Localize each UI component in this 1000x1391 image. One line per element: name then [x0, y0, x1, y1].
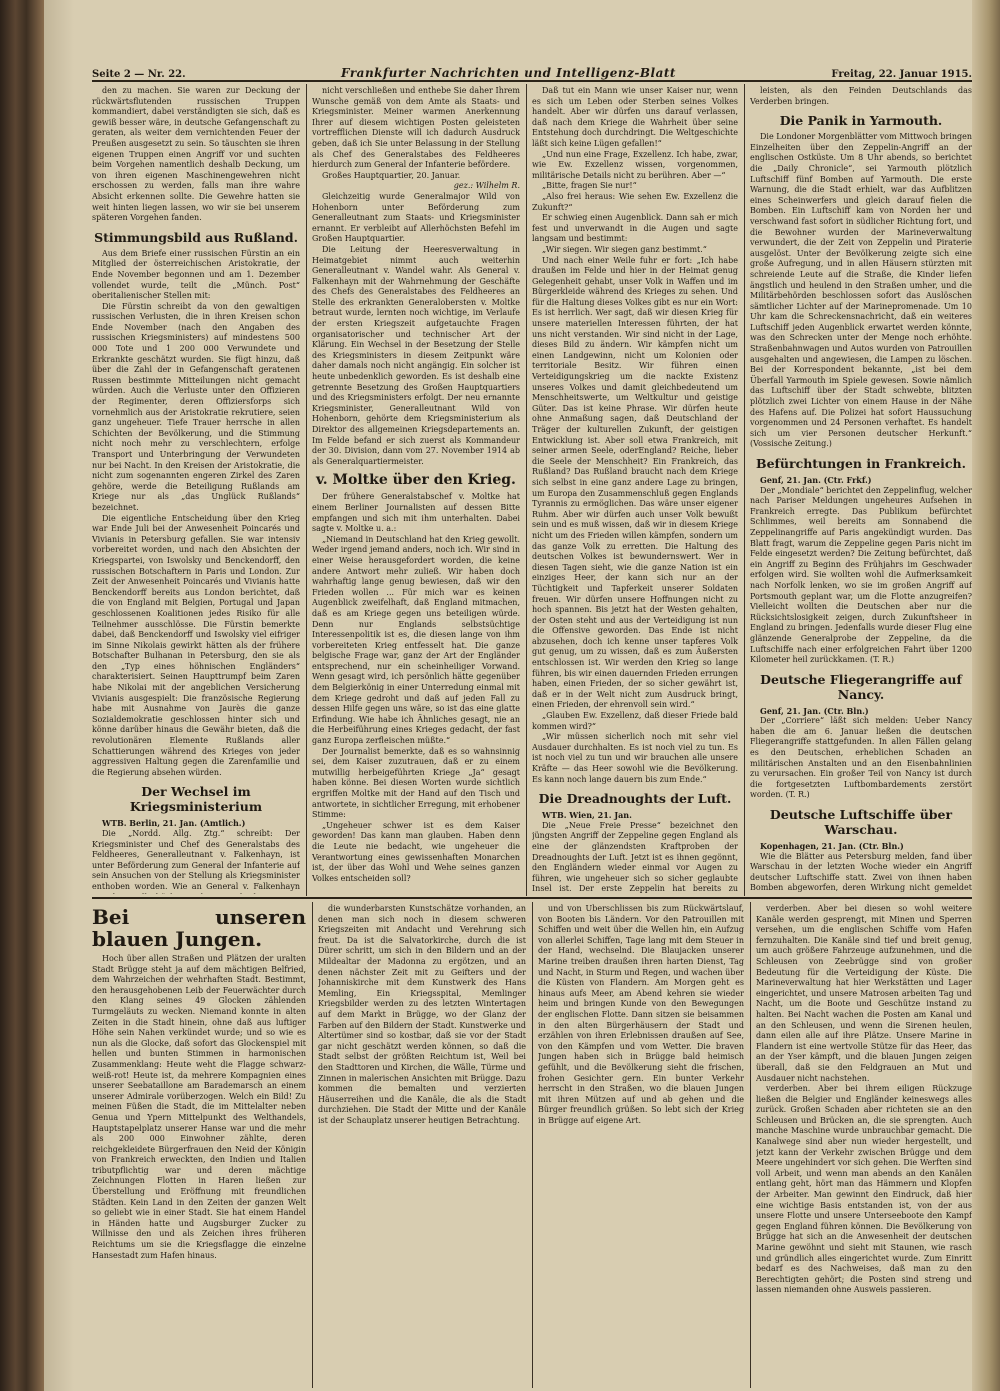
- page-header: [92, 58, 972, 82]
- headline-moltke: v. Moltke über den Krieg.: [316, 472, 516, 489]
- paragraph: „Niemand in Deutschland hat den Krieg gewollt. Weder irgend jemand anders, noch ich. Wir sind in einer Weise herausgefordert worden, die keine andere Antwort mehr zuließ. Wir haben doch wahrhaftig lange genug bewiesen, daß wir den Frieden wollen ... Für mich war es keinen Augenblick zweifelhaft, daß England mitmachen, daß es am Kriege gegen uns beteiligen würde. Denn nur Englands selbstsüchtige Interessenpolitik ist es, die diesen lange von ihm vorbereiteten Krieg entfesselt hat. Die ganze belgische Frage war, ganz der Art der Engländer entsprechend, nur ein scheinheiliger Vorwand. Wenn gesagt wird, ich persönlich hätte gegenüber dem Belgierkönig in einer Unterredung einmal mit dem Kriege gedroht und daß auf jeden Fall zu dessen Hilfe gegen uns wäre, so ist das eine glatte Erfindung. Wie habe ich Ähnliches gesagt, nie an die Herbeiführung eines Krieges gedacht, der fast ganz Europa zerfleischen müßte.“: [312, 534, 520, 746]
- paragraph: Die eigentliche Entscheidung über den Krieg war Ende Juli bei der Anwesenheit Poincarés und Vivianis in Petersburg gefallen. Sie war intensiv vorbereitet worden, und nach den Absichten der Kriegspartei, von Iswolsky und Benckendorff, den russischen Botschaftern in Paris und London. Zur Zeit der Anwesenheit Poincarés und Vivianis hatte Benckendorff bereits aus London berichtet, daß die von England mit Belgien, Portugal und Japan geschlossenen Koalitionen jedes Risiko für alle Teilnehmer ausschlösse. Die Fürstin bemerkte dabei, daß Benckendorff und Iswolsky viel eifriger im Sinne Nikolais gewirkt hätten als der frühere Botschafter Bulhanan in Petersburg, den sie als den „Typ eines höhnischen Engländers“ charakterisiert. Seinen Haupttrumpf beim Zaren habe Nikolai mit der angeblichen Versicherung Vivianis ausgespielt: Die französische Regierung habe mit Ausnahme von Jaurès die ganze Sozialdemokratie geschlossen hinter sich und könne darüber hinaus die Gewähr bieten, daß die revolutionären Elemente Rußlands aller Schattierungen während des Krieges von jeder aggressiven Haltung gegen die Zarenfamilie und die Regierung absehen würden.: [92, 513, 300, 777]
- feuilleton-title: Bei unseren blauen Jungen.: [92, 905, 306, 951]
- headline-nancy: Deutsche Fliegerangriffe auf Nancy.: [760, 671, 962, 702]
- paragraph: den zu machen. Sie waren zur Deckung der rückwärtsflutenden russischen Truppen kommandiert, dabei verständigten sie sich, daß es gewiß besser wäre, in deutsche Gefangenschaft zu geraten, als weiter dem vernichtenden Feuer der Preußen ausgesetzt zu sein. So täuschten sie ihren eigenen Truppen einen Angriff vor und suchten beim Vorgehen namentlich deshalb Deckung, um von ihren eigenen Maschinengewehren nicht erschossen zu werden, falls man ihre wahre Absicht erkennen sollte. Die Gewehre hatten sie weit hinten liegen lassen, wo wir sie bei unserem späteren Vorgehen fanden.: [92, 86, 300, 223]
- masthead-title: Frankfurter Nachrichten und Intelligenz-Blatt: [341, 66, 676, 80]
- column-3: [532, 86, 738, 894]
- book-binding: [0, 0, 44, 1391]
- paragraph: Wie die Blätter aus Petersburg melden, fand über Warschau in der letzten Woche wieder ein Angriff deutscher Luftschiffe statt. Zwei von ihnen haben Bomben abgeworfen, deren Wirkung nicht gemeldet: [750, 851, 972, 893]
- signature: gez.: Wilhelm R.: [453, 181, 520, 191]
- paragraph: die wunderbarsten Kunstschätze vorhanden, an denen man sich noch in diesem schweren Kriegszeiten mit Andacht und Verehrung sich freut. Da ist die Salvatorkirche, durch die ist Dürer schritt, um sich in den Bildern und an der Mildealtar der Madonna zu ergötzen, und an denen nächster Zeit mit zu Geifters und der Johanniskirche mit dem Kunstwerk des Hans Memling, Ein Kriegsspital, Memlinger Kriegsbilder werden zu des letzten Wintertagen auf dem Markt in Brügge, wo der Glanz der Farben auf den Bildern der Stadt. Kunstwerke und Altertümer sind so kostbar, daß sie vor der Stadt gar nicht geschätzt werden können, so daß die Stadt selbst der größten Reichtum ist, Weil bei den Stadttoren und Kirchen, die Wälle, Türme und Zinnen in malerischen Ansichten mit Brügge. Dazu kommen die bemalten und verzierten Häuserreihen und die Kanäle, die als die Stadt durchziehen. Die Stadt der Mitte und der Kanäle ist der Schauplatz unserer heutigen Betrachtung.: [318, 904, 526, 1125]
- paragraph: „Glauben Ew. Exzellenz, daß dieser Friede bald kommen wird?“: [532, 711, 738, 731]
- paragraph: „Also frei heraus: Wie sehen Ew. Exzellenz die Zukunft?“: [532, 191, 738, 212]
- headline-warschau: Deutsche Luftschiffe über Warschau.: [769, 807, 953, 838]
- feuilleton-column-1: [92, 904, 306, 1386]
- headline-dreadnoughts: Die Dreadnoughts der Luft.: [538, 791, 732, 807]
- column-1: [92, 86, 300, 894]
- dateline: WTB. Berlin, 21. Jan. (Amtlich.): [102, 818, 246, 829]
- header-date: Freitag, 22. Januar 1915.: [831, 69, 972, 80]
- paragraph: Großes Hauptquartier, 20. Januar.: [322, 170, 461, 180]
- page-edge: [972, 0, 1000, 1391]
- paragraph: Und nach einer Weile fuhr er fort: „Ich habe draußen im Felde und hier in der Heimat genug Gelegenheit gehabt, unser Volk in Waffen und im Bürgerkleide während des Krieges zu sehen. Und für die Haltung dieses Volkes gibt es nur ein Wort: Es ist herrlich. Wer sagt, daß wir diesen Krieg für unsere materiellen Interessen führten, der hat uns nicht verstanden. Wir sind nicht in der Lage, dieses Bild zu ändern. Wir kämpfen nicht um einen Landgewinn, nicht um Kolonien oder territoriale Besitz. Wir führen einen Verteidigungskrieg um die nackte Existenz unseres Volkes und damit gleichbedeutend um Menschheitswerte, um Weltkultur und geistige Güter. Das ist keine Phrase. Wir dürfen heute ohne Anmaßung sagen, daß Deutschland der Träger der kulturellen Zukunft, der geistigen Entwicklung ist. Aber soll etwa Frankreich, mit seiner armen Seele, oderEngland? Reiche, lieber die Seele der Menschheit? Ein Frankreich, das Rußland? Das Rußland braucht nach dem Kriege sich selbst in eine ganz andere Lage zu bringen, um Europa den Zusammenschluß gegen Englands Tyrannis zu ermöglichen. Das wäre unser eigener Ruhm. Aber wir dürfen auch unser Volk bewußt sein und es muß wissen, daß wir in diesem Kriege nicht um des Frieden willen kämpfen, sondern um das ganze Volk zu erretten. Die Haltung des deutschen Volkes ist bewundernswert. Wer in diesen Tagen sieht, wie die ganze Nation ist ein einziges Heer, der kann sich nur an der Tüchtigkeit und Tapferkeit unserer Soldaten freuen. Wir dürfen unsere Hoffnungen nicht zu hoch spannen. Bis jetzt hat der Westen gehalten, der Osten steht und aus der Verteidigung ist nun die Offensive geworden. Das Ende ist nicht abzusehen, doch ich kenne unser tapferes Volk gut genug, um zu wissen, daß es zum Äußersten entschlossen ist. Wir werden den Krieg so lange führen, bis wir einen dauernden Frieden errungen haben, einen Frieden, der so sicher gewährt ist, daß er in der Welt nicht zum Ausdruck bringt, einen Frieden, der ehrenvoll sein wird.“: [532, 255, 738, 710]
- paragraph: verderben. Aber bei diesen so wohl weitere Kanäle werden gesprengt, mit Minen und Sperren versehen, um die englischen Schiffe vom Hafen fernzuhalten. Die Kanäle sind tief und breit genug, um auch größere Fahrzeuge aufzunehmen, und die Schleusen von Zeebrügge sind von großer Bedeutung für die Verteidigung der Küste. Die Marineverwaltung hat hier Werkstätten und Lager eingerichtet, und unsere Matrosen arbeiten Tag und Nacht, um die Boote und Geschütze instand zu halten. Bei Nacht wachen die Posten am Kanal und an den Schleusen, und wenn die Sirenen heulen, dann eilen alle auf ihre Plätze. Unsere Marine in Flandern ist eine wertvolle Stütze für das Heer, das an der Yser kämpft, und die blauen Jungen zeigen überall, daß sie den Feldgrauen an Mut und Ausdauer nicht nachstehen.: [756, 904, 972, 1083]
- feuilleton-column-4: [756, 904, 972, 1386]
- paragraph: Er schwieg einen Augenblick. Dann sah er mich fest und unverwandt in die Augen und sagte langsam und bestimmt:: [532, 213, 738, 244]
- paragraph: Der frühere Generalstabschef v. Moltke hat einem Berliner Journalisten auf dessen Bitte empfangen und sich mit ihm unterhalten. Dabei sagte v. Moltke u. a.:: [312, 492, 520, 534]
- dateline: Genf, 21. Jan. (Ctr. Frkf.): [760, 475, 872, 485]
- paragraph: „Wir siegen. Wir siegen ganz bestimmt.“: [542, 244, 707, 254]
- paragraph: Die „Nordd. Allg. Ztg.“ schreibt: Der Kriegsminister und Chef des Generalstabs des Feldheeres, Generalleutnant v. Falkenhayn, ist unter Beförderung zum General der Infanterie auf sein Ansuchen von der Stellung als Kriegsminister enthoben worden. Wie an General v. Falkenhayn: [92, 829, 300, 891]
- column-2: [312, 86, 520, 894]
- paragraph: Der „Corriere“ läßt sich melden: Ueber Nancy haben die am 6. Januar ließen die deutschen Fliegerangriffe stattgefunden. In allen Fällen gelang es den Deutschen, erheblichen Schaden an militärischen Anstalten und an den Eisenbahnlinien zu verursachen. Ein großer Teil von Nancy ist durch die fortgesetzten Luftbombardements zerstört worden. (T. R.): [750, 716, 972, 800]
- paragraph: „Bitte, fragen Sie nur!“: [542, 181, 637, 191]
- dateline: WTB. Wien, 21. Jan.: [542, 810, 632, 821]
- dateline: Genf, 21. Jan. (Ctr. Bln.): [760, 705, 869, 716]
- paragraph: Hoch über allen Straßen und Plätzen der uralten Stadt Brügge steht ja auf dem mächtigen Belfried, dem Wahrzeichen der wehrhaften Stadt. Bestimmt, den herausgehobenen Leib der Feuerwächter durch den Klang seines 49 Glocken zählenden Turmgeläuts zu wecken. Niemand konnte in alten Zeiten in die Stadt hinein, ohne daß aus luftiger Höhe sein Nahen verkündet wurde; und so wie es nun als die Glocke, daß sofort das Glockenspiel mit hellen und bunten Stimmen in harmonischen Zusammenklang: Heute weht die Flagge schwarz-weiß-rot! Heute ist, da mehrere Kompagnien eines unserer Seebataillone am Barademarsch an einem unserer Admirale vorüberzogen. Welch ein Bild! Zu meinen Füßen die Stadt, die im Mittelalter neben Genua und Ypern Mittelpunkt des Welthandels, Hauptstapelplatz unserer Hanse war und die mehr als 200 000 Einwohner zählte, deren reichgekleidete Bürgerfrauen den Neid der Königin von Frankreich erweckten, den Indien und Italien tributpflichtig war und deren mächtige Zeichnungen Flotten in Haren ließen zur Überstellung und Eröffnung mit freundlichen Städten. Kein Land in den Zeiten der ganzen Welt so geliebt wie in einer Stadt. Sie hat einem Handel in Händen hatte und Augsburger Zucker zu Willnisse den und als Zeichen ihres früheren Reichtums um sie die Kriegsflagge die einzelne Hansestadt zum Hafen hinaus.: [92, 954, 306, 1260]
- paragraph: nicht verschließen und enthebe Sie daher Ihrem Wunsche gemäß von dem Amte als Staats- und Kriegsminister. Meiner warmen Anerkennung Ihrer auf diesem wichtigen Posten geleisteten vortrefflichen Dienste will ich dadurch Ausdruck geben, daß ich Sie unter Belassung in der Stellung als Chef des Generalstabes des Feldheeres hierdurch zum General der Infanterie befördere.: [312, 86, 520, 170]
- headline-stimmungsbild: Stimmungsbild aus Rußland.: [94, 229, 298, 245]
- paragraph: Die Fürstin schreibt da von den gewaltigen russischen Verlusten, die in ihren Kreisen schon Ende November (nach den Angaben des russischen Kriegsministers) auf mindestens 500 000 Tote und 1 200 000 Verwundete und Erkrankte geschätzt wurden. Sie fügt hinzu, daß über die Zahl der in Gefangenschaft geratenen Russen bestimmte Mitteilungen nicht gemacht würden. Auch die Verluste unter den Offizieren der Regimenter, deren Offiziersforps sich vornehmlich aus der Aristokratie rekrutiere, seien ganz ungeheuer. Tiefe Trauer herrsche in allen Schichten der Bevölkerung, und die Stimmung nicht noch mehr zu verschlechtern, erfolge Transport und Unterbringung der Verwundeten nur bei Nacht. In den Kreisen der Aristokratie, die nicht zum sogenannten engeren Zirkel des Zaren gehöre, werde die Beteiligung Rußlands am Kriege nur als „das Unglück Rußlands“ bezeichnet.: [92, 301, 300, 512]
- dateline: Kopenhagen, 21. Jan. (Ctr. Bln.): [760, 841, 904, 852]
- paragraph: Der Journalist bemerkte, daß es so wahnsinnig sei, dem Kaiser zuzutrauen, daß er zu einem mutwillig herbeigeführten Kriege „Ja“ gesagt haben könne. Bei diesen Worten wurde sichtlich ergriffen Moltke mit der Hand auf den Tisch und antwortete, in sichtlicher Erregung, mit erhobener Stimme:: [312, 746, 520, 820]
- paragraph: Die Leitung der Heeresverwaltung in Heimatgebiet nimmt auch weiterhin Generalleutnant v. Wandel wahr. Als General v. Falkenhayn mit der Wahrnehmung der Geschäfte des Chefs des Generalstabes des Feldheeres an Stelle des erkrankten Generalobersten v. Moltke betraut wurde, lernten noch wichtige, im Verlaufe der ersten Kriegszeit aufgetauchte Fragen organisatorischer und technischer Art der Klärung. Ein Wechsel in der Besetzung der Stelle des Kriegsministers in diesem Zeitpunkt wäre daher damals noch nicht angängig. Ein solcher ist heute unbedenklich geworden. Es ist deshalb eine getrennte Besetzung des Großen Hauptquartiers und des Kriegsministers erfolgt. Der neu ernannte Kriegsminister, Generalleutnant Wild von Hohenborn, gehörte dem Kriegsministerium als Direktor des allgemeinen Kriegsdepartements an. Im Felde befand er sich zuerst als Kommandeur der 30. Division, dann vom 27. November 1914 ab als Generalquartiermeister.: [312, 244, 520, 466]
- paragraph: Gleichzeitig wurde Generalmajor Wild von Hohenborn unter Beförderung zum Generalleutnant zum Staats- und Kriegsminister ernannt. Er verbleibt auf Allerhöchsten Befehl im Großen Hauptquartier.: [312, 191, 520, 244]
- paragraph: Die Londoner Morgenblätter vom Mittwoch bringen Einzelheiten über den Zeppelin-Angriff an der englischen Ostküste. Um 8 Uhr abends, so berichtet die „Daily Chronicle“, sei Yarmouth plötzlich Luftschiff fünf Bomben auf Yarmouth. Die erste Warnung, die die Stadt erhielt, war das Aufblitzen eines Scheinwerfers und gleich darauf fielen die Bomben. Ein Luftschiff kam von Norden her und verschwand fast sofort in südlicher Richtung fort, und die Bewohner wurden der Marineverwaltung verwundert, die der Zeit von Zeppelin und Piraterie ausgelöst. Unter der Bevölkerung zeigte sich eine große Aufregung, und in allen Häusern stürzten mit schreiende Leute auf die Straße, die Kinder liefen ängstlich und heulend in den Straßen umher, und die Militärbehörden beschlossen sofort das Auslöschen sämtlicher Lichter auf der Marinepromenade. Um 10 Uhr kam die Schreckensnachricht, daß ein weiteres Luftschiff jeden Augenblick erwartet werden könnte, was den Schrecken unter der Menge noch erhöhte. Straßenbahnwagen und Autos wurden von Patrouillen ausgehalten und angewiesen, die Lampen zu löschen. Bei der Korrespondent bekannte, „ist bei dem Überfall Yarmouth im Spiele gewesen. Sowie nämlich das Luftschiff über der Stadt schwebte, blitzten plötzlich zwei Lichter von einem Hause in der Nähe des Hafens auf. Die Polizei hat sofort Haussuchung vorgenommen und 24 Personen verhaftet. Es handelt sich um vier Personen deutscher Herkunft.“ (Vossische Zeitung.): [750, 132, 972, 449]
- column-4: [750, 86, 972, 894]
- paragraph: und von Überschlissen bis zum Rückwärtslauf, von Booten bis Ländern. Vor den Patrouillen mit Schiffen und weit über die Wellen hin, ein Aufzug von allerlei Schiffen, Tage lang mit dem Steuer in der Hand, wechselnd. Die Blaujacken unserer Marine treiben draußen ihren harten Dienst, Tag und Nacht, in Sturm und Regen, und wachen über die Küsten von Flandern. Am Morgen geht es hinaus aufs Meer, am Abend kehren sie wieder heim und bringen Kunde von den Bewegungen der englischen Flotte. Dann sitzen sie beisammen in den alten Bürgerhäusern der Stadt und erzählen von ihren Erlebnissen draußen auf See, von den Kämpfen und vom Wetter. Die braven Jungen haben sich in Brügge bald heimisch gefühlt, und die Bevölkerung sieht die frischen, frohen Gesichter gern. Ein bunter Verkehr herrscht in den Straßen, wo die blauen Jungen mit ihren Mützen auf und ab gehen und die Bürger freundlich grüßen. So lebt sich der Krieg in Brügge auf eigene Art.: [538, 904, 744, 1125]
- headline-frankreich: Befürchtungen in Frankreich.: [756, 456, 966, 471]
- headline-kriegsministerium: Der Wechsel im Kriegsministerium: [129, 784, 263, 815]
- paragraph: „Wir müssen sicherlich noch mit sehr viel Ausdauer durchhalten. Es ist noch viel zu tun. Es ist noch viel zu tun und wir brauchen alle unsere Kräfte — das Heer sowohl wie die Bevölkerung. Es kann noch lange dauern bis zum Ende.“: [532, 732, 738, 784]
- feuilleton-column-2: [318, 904, 526, 1386]
- paragraph: „Und nun eine Frage, Exzellenz. Ich habe, zwar, wie Ew. Exzellenz wissen, vorgenommen, militärische Details nicht zu berühren. Aber —“: [532, 149, 738, 180]
- header-page-number: Seite 2 — Nr. 22.: [92, 69, 186, 80]
- paragraph: Aus dem Briefe einer russischen Fürstin an ein Mitglied der österreichischen Aristokratie, der Ende November begonnen und am 1. Dezember vollendet wurde, teilt die „Münch. Post“ oberitalienischer Stellen mit:: [92, 248, 300, 301]
- paragraph: Der „Mondiale“ berichtet den Zeppelinflug, welcher nach Pariser Meldungen ungeheures Aufsehen in Frankreich erregte. Das Publikum befürchtet Schlimmes, weil bereits am Sonnabend die Zeppelinangriffe auf Paris angekündigt wurden. Das Blatt fragt, warum die Zeppeline gegen Paris nicht im Felde eingesetzt werden? Die Zeitung befürchtet, daß ein Angriff zu Beginn des Frühjahrs im Geschwader erfolgen wird. Sie wollten wohl die Aufmerksamkeit nach Norfolk lenken, wo sie im großen Angriff auf Portsmouth geplant war, um die Flotte anzugreifen? Vielleicht wollten die Deutschen aber nur die Rücksichtslosigkeit zeigen, durch Zukunftsheer in England zu bringen. Jedenfalls wurde dieser Flug eine glänzende Generalprobe der Zeppeline, da die Luftschiffe nach einer erfolgreichen Fahrt über 1200 Kilometer heil zurückkamen. (T. R.): [750, 485, 972, 665]
- newspaper-page: [44, 0, 1000, 1391]
- paragraph: leisten, als den Feinden Deutschlands das Verderben bringen.: [750, 86, 972, 106]
- paragraph: Die „Neue Freie Presse“ bezeichnet den jüngsten Angriff der Zeppeline gegen England als eine der glänzendsten Kraftproben der Dreadnoughts der Luft. Jetzt ist es ihnen gegönnt, den Engländern wieder einmal vor Augen zu führen, wie ungeheuer sich so sicher geglaubte Insel ist. Der erste Zeppelin hat bereits zu: [532, 820, 738, 894]
- headline-yarmouth: Die Panik in Yarmouth.: [779, 113, 943, 129]
- paragraph: „Ungeheuer schwer ist es dem Kaiser geworden! Das kann man glauben. Haben denn die Leute nie bedacht, wie ungeheuer die Verantwortung eines gewissenhaften Monarchen ist, der über das Wohl und Wehe seines ganzen Volkes entscheiden soll?: [312, 820, 520, 883]
- feuilleton-column-3: [538, 904, 744, 1386]
- paragraph: Daß tut ein Mann wie unser Kaiser nur, wenn es sich um Leben oder Sterben seines Volkes handelt. Aber wir dürfen uns darauf verlassen, daß nach dem Kriege die Wahrheit über seine Entstehung doch durchdringt. Die Weltgeschichte läßt sich keine Lügen gefallen!“: [532, 86, 738, 148]
- paragraph: verderben. Aber bei ihrem eiligen Rückzuge ließen die Belgier und Engländer keineswegs alles zurück. Großen Schaden aber richteten sie an den Schleusen und Brücken an, die sie sprengten. Auch manche Maschine wurde unbrauchbar gemacht. Die Kanalwege sind aber nun wieder hergestellt, und jetzt kann der Verkehr zwischen Brügge und dem Meere ungehindert vor sich gehen. Die Werften sind voll Arbeit, und wenn man abends an den Kanälen entlang geht, hört man das Hämmern und Klopfen der Arbeiter. Man gewinnt den Eindruck, daß hier eine wichtige Basis entstanden ist, von der aus unsere Flotte und unsere Unterseeboote den Kampf gegen England führen können. Die Bevölkerung von Brügge hat sich an die Anwesenheit der deutschen Marine gewöhnt und sieht mit Staunen, wie rasch und gründlich alles eingerichtet wurde. Zum Einritt bedarf es des Nachweises, daß man zu den Berechtigten gehört; die Posten sind streng und lassen niemanden ohne Ausweis passieren.: [756, 1084, 972, 1295]
